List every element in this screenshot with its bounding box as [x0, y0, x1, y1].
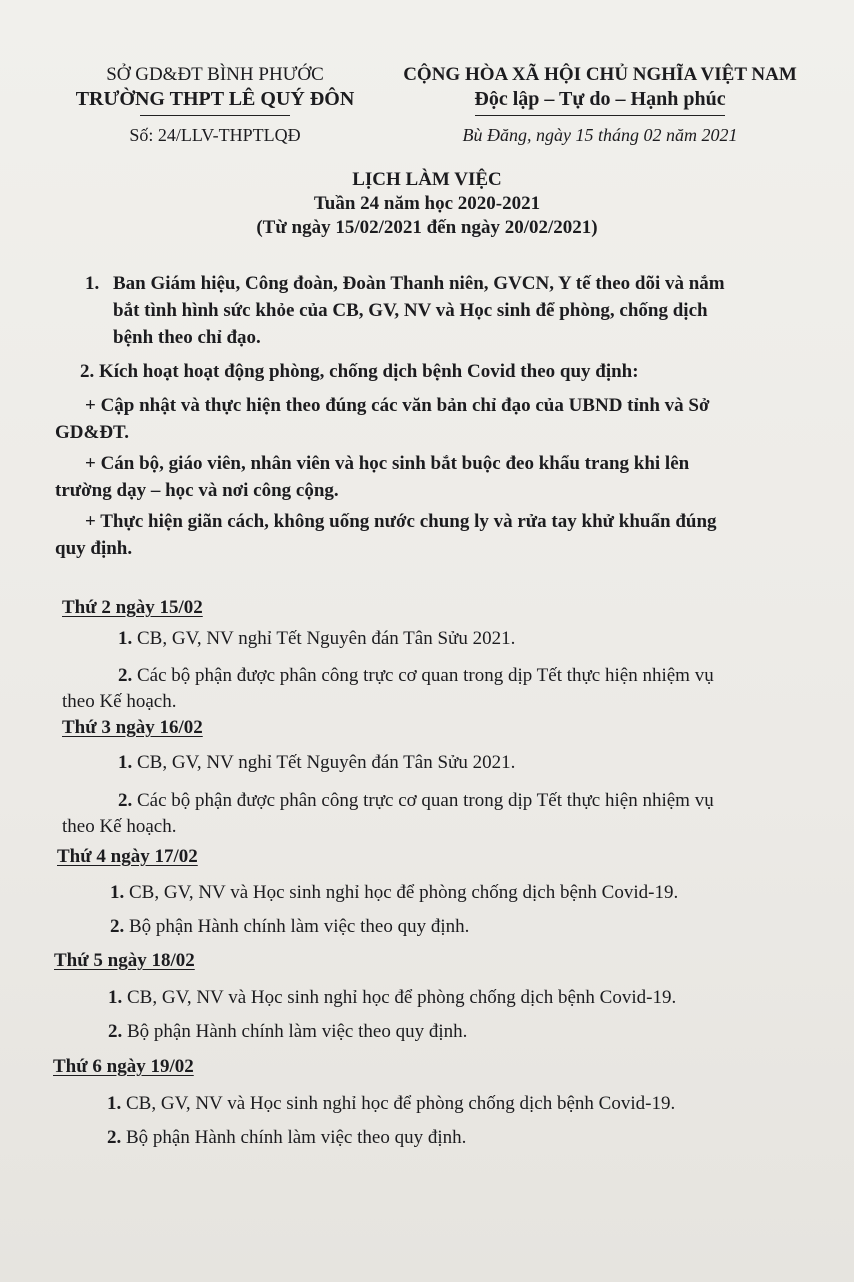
title-week: Tuần 24 năm học 2020-2021	[313, 193, 541, 214]
day-item: 1. CB, GV, NV nghỉ Tết Nguyên đán Tân Sửu 2021.	[118, 752, 516, 773]
day-item: 2. Các bộ phận được phân công trực cơ quan trong dịp Tết thực hiện nhiệm vụ theo Kế hoạch.	[62, 665, 714, 712]
school-name-underline	[140, 115, 290, 116]
school-name: TRƯỜNG THPT LÊ QUÝ ĐÔN	[75, 88, 355, 110]
document-number: Số: 24/LLV-THPTLQĐ	[129, 125, 301, 145]
general-bullet-2-line: trường dạy – học và nơi công cộng.	[55, 480, 339, 501]
general-bullet-3	[55, 508, 805, 562]
nation-title: CỘNG HÒA XÃ HỘI CHỦ NGHĨA VIỆT NAM	[403, 64, 797, 85]
day-item: 2. Bộ phận Hành chính làm việc theo quy định.	[107, 1127, 467, 1148]
general-bullet-3-line: quy định.	[55, 538, 133, 559]
general-item-1-number: 1.	[85, 273, 100, 294]
national-motto: Độc lập – Tự do – Hạnh phúc	[474, 88, 726, 110]
general-item-1-line: bệnh theo chỉ đạo.	[113, 327, 261, 348]
day-heading: Thứ 5 ngày 18/02	[54, 950, 195, 971]
day-item: 1. CB, GV, NV và Học sinh nghỉ học để phòng chống dịch bệnh Covid-19.	[110, 882, 679, 903]
title-block	[0, 168, 854, 240]
date-line: Bù Đăng, ngày 15 tháng 02 năm 2021	[462, 125, 738, 145]
general-bullet-1-line: GD&ĐT.	[55, 422, 130, 443]
general-bullet-2	[55, 450, 805, 504]
general-item-1-line: bắt tình hình sức khỏe của CB, GV, NV và Học sinh để phòng, chống dịch	[113, 300, 708, 321]
day-heading: Thứ 6 ngày 19/02	[53, 1056, 194, 1077]
day-item: 1. CB, GV, NV nghỉ Tết Nguyên đán Tân Sửu 2021.	[118, 628, 516, 649]
day-item: 2. Bộ phận Hành chính làm việc theo quy định.	[108, 1021, 468, 1042]
day-heading: Thứ 3 ngày 16/02	[62, 717, 203, 738]
title-range: (Từ ngày 15/02/2021 đến ngày 20/02/2021)	[256, 217, 598, 238]
header-left	[55, 64, 375, 146]
day-heading: Thứ 2 ngày 15/02	[62, 597, 203, 618]
general-item-2: 2. Kích hoạt hoạt động phòng, chống dịch bệnh Covid theo quy định:	[80, 361, 639, 382]
general-bullet-3-line: + Thực hiện giãn cách, không uống nước chung ly và rửa tay khử khuẩn đúng	[85, 511, 717, 532]
day-item: 2. Các bộ phận được phân công trực cơ quan trong dịp Tết thực hiện nhiệm vụ theo Kế hoạch.	[62, 790, 714, 837]
day-item: 1. CB, GV, NV và Học sinh nghỉ học để phòng chống dịch bệnh Covid-19.	[108, 987, 677, 1008]
general-bullet-1	[55, 392, 805, 446]
general-item-1-line: Ban Giám hiệu, Công đoàn, Đoàn Thanh niên, GVCN, Y tế theo dõi và nắm	[113, 273, 725, 294]
general-bullet-2-line: + Cán bộ, giáo viên, nhân viên và học sinh bắt buộc đeo khẩu trang khi lên	[85, 453, 690, 474]
title-main: LỊCH LÀM VIỆC	[352, 169, 502, 190]
day-item: 1. CB, GV, NV và Học sinh nghỉ học để phòng chống dịch bệnh Covid-19.	[107, 1093, 676, 1114]
motto-underline	[475, 115, 725, 116]
general-item-1	[85, 270, 800, 351]
day-heading: Thứ 4 ngày 17/02	[57, 846, 198, 867]
general-bullet-1-line: + Cập nhật và thực hiện theo đúng các văn bản chỉ đạo của UBND tỉnh và Sở	[85, 395, 710, 416]
day-item: 2. Bộ phận Hành chính làm việc theo quy định.	[110, 916, 470, 937]
department-name: SỞ GD&ĐT BÌNH PHƯỚC	[106, 64, 324, 85]
header-right	[380, 64, 820, 146]
